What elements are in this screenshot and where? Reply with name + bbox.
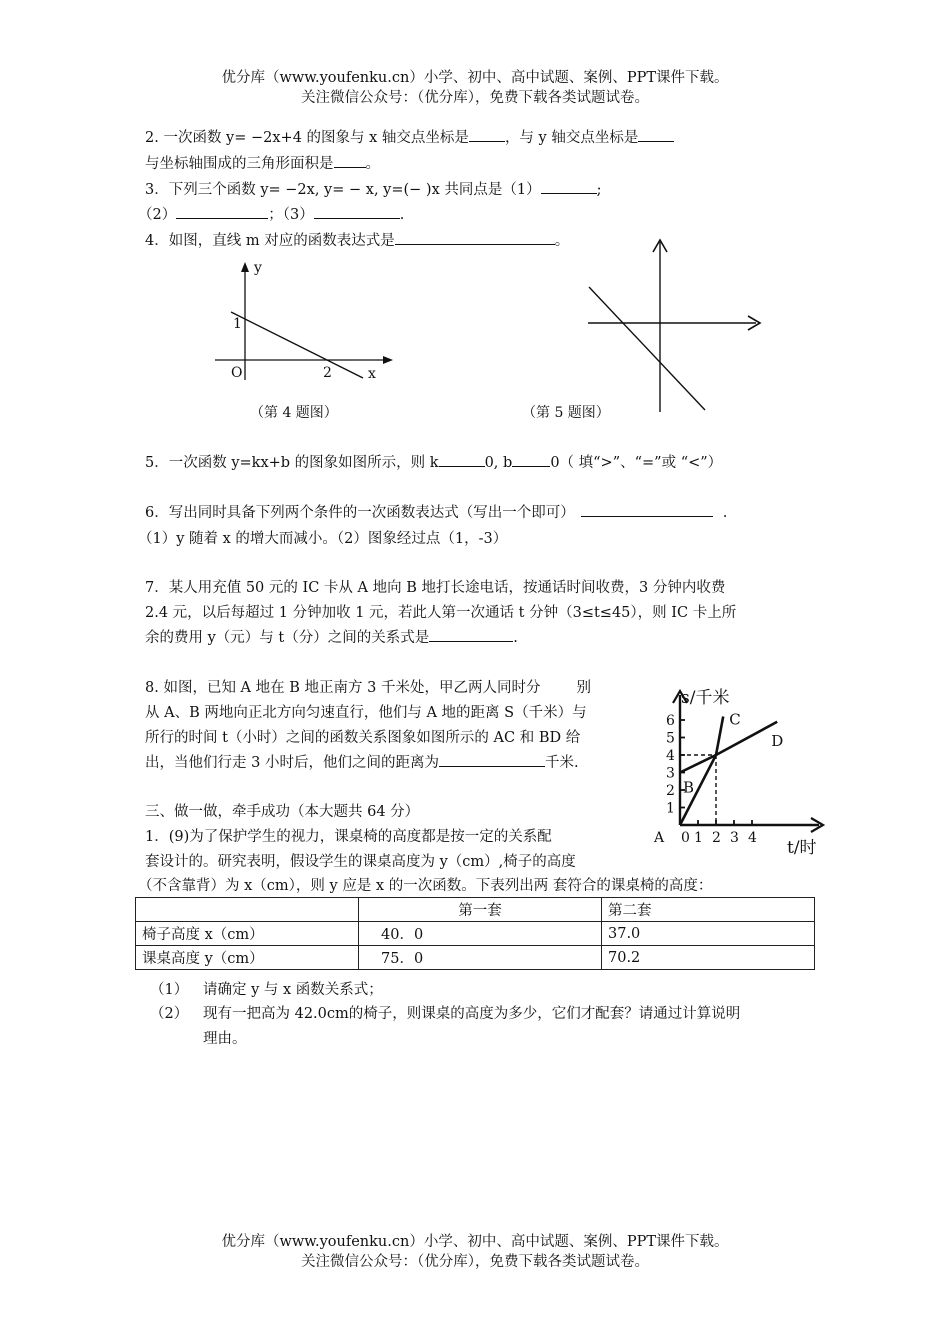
y-tick-label: 4 [666,748,675,764]
section-3-title: 三、做一做，牵手成功（本大题共 64 分） [145,804,420,820]
q3-blank-3[interactable] [314,204,400,219]
fig5-line [589,287,705,410]
q3-text-e: . [399,207,405,223]
y-tick-label: 5 [666,730,675,747]
table-row [136,922,815,946]
q6-text-a: 6．写出同时具备下列两个条件的一次函数表达式（写出一个即可） [145,505,575,521]
q2-text-d: 。 [365,156,380,172]
table-cell: 课桌高度 y（cm） [136,946,359,970]
x-tick-label: 0 [681,830,690,846]
y-tick-label: 2 [666,783,675,799]
chart-axes [673,691,823,832]
y-tick-label: 1 [666,800,675,817]
question-8-line-3: 所行的时间 t（小时）之间的函数关系图象如图所示的 AC 和 BD 给 [145,730,581,746]
y-tick-label: 6 [666,713,675,729]
q5-text-c: 0（ 填“>”、“=”或 “<”） [550,455,723,471]
q6-blank[interactable] [581,502,713,517]
fig4-tick-x-2: 2 [323,365,332,381]
q3-text-d: ；（3） [268,207,314,223]
fig4-x-label: x [368,366,376,382]
q3-text-a: 3．下列三个函数 y= −2x, y= − x, y=(− )x 共同点是（1） [145,182,541,198]
q3-text-b: ; [596,182,602,198]
x-tick-label: 2 [712,830,721,846]
table-cell: 椅子高度 x（cm） [136,922,359,946]
question-8-line-4 [145,751,579,772]
fig4-y-arrow-icon [241,262,249,272]
question-7-line-1: 7．某人用充值 50 元的 IC 卡从 A 地向 B 地打长途电话，按通话时间收费，3 分钟内收费 [145,580,726,596]
question-7-line-2: 2.4 元，以后每超过 1 分钟加收 1 元，若此人第一次通话 t 分钟（3≤t≤45），则 IC 卡上所 [145,605,737,621]
table-header-cell [136,898,359,922]
chart-series [680,717,777,826]
fig4-x-arrow-icon [383,356,393,364]
q5-text-a: 5．一次函数 y=kx+b 的图象如图所示，则 k [145,455,439,471]
y-tick-label: 3 [666,765,675,782]
question-7-line-3 [145,626,518,647]
figure-4-caption: （第 4 题图） [250,405,338,421]
q2-blank-3[interactable] [334,153,366,168]
origin-label-a: A [654,830,665,846]
q5-blank-1[interactable] [439,452,485,467]
q2-text-b: ，与 y 轴交点坐标是 [504,130,639,146]
q7-text-b: . [513,630,518,646]
figure-5-graph [578,232,768,417]
question-5-line [145,451,722,472]
q4-text-b: 。 [554,233,570,249]
series-line-bd [680,722,777,773]
table-cell: 37.0 [602,922,815,946]
question-6-conditions: （1）y 随着 x 的增大而减小。（2）图象经过点（1，-3） [138,531,508,547]
table-header-cell: 第二套 [602,898,815,922]
question-8-line-1 [145,676,591,697]
question-8-line-2: 从 A、B 两地向正北方向匀速直行，他们与 A 地的距离 S（千米）与 [145,705,587,721]
point-label-d: D [771,731,784,750]
point-label-c: C [729,710,741,729]
q8-blank[interactable] [439,752,545,767]
table-row [136,946,815,970]
subq-2-number: （2） [150,1006,189,1022]
header-line-1: 优分库（www.youfenku.cn）小学、初中、高中试题、案例、PPT课件下载。 [221,70,729,86]
q6-text-b: . [722,505,728,521]
x-tick-label: 3 [730,830,739,846]
subq-1-number: （1） [150,982,189,998]
fig4-y-label: y [254,260,262,276]
table-header-cell: 第一套 [359,898,602,922]
q8-text-d: 千米. [544,755,579,771]
footer-line-1: 优分库（www.youfenku.cn）小学、初中、高中试题、案例、PPT课件下载。 [221,1234,729,1250]
q4-text-a: 4．如图，直线 m 对应的函数表达式是 [145,233,395,249]
question-6-line-1 [145,501,727,522]
x-tick-label: 1 [694,830,703,846]
question-4-line [145,229,569,250]
y-axis-title: s/千米 [681,688,730,708]
q2-text-c: 与坐标轴围成的三角形面积是 [145,156,334,172]
q8-distance-time-chart [645,675,835,865]
x-axis-title: t/时 [787,838,817,858]
fig4-origin-label: O [231,365,243,381]
q2-blank-2[interactable] [638,127,674,142]
fig4-tick-y-1: 1 [233,316,242,332]
section-3-q1-line-1: 1．(9)为了保护学生的视力，课桌椅的高度都是按一定的关系配 [145,829,552,845]
subq-2-text-line-2: 理由。 [203,1031,247,1047]
desk-chair-table [135,897,815,970]
q3-text-c: （2） [138,207,177,223]
q8-text-a: 8. 如图，已知 A 地在 B 地正南方 3 千米处，甲乙两人同时分 [145,680,541,696]
table-cell: 75．0 [359,946,602,970]
point-label-b: B [683,778,695,797]
section-3-q1-line-2: 套设计的。研究表明，假设学生的课桌高度为 y（cm）,椅子的高度 [145,854,576,870]
question-2-line-2 [145,152,380,173]
table-cell: 70.2 [602,946,815,970]
question-3-line-2 [138,203,404,224]
q5-text-b: 0, b [484,455,513,471]
q4-blank[interactable] [395,230,555,245]
q8-text-c: 出，当他们行走 3 小时后，他们之间的距离为 [145,755,439,771]
fig4-line-m [231,312,363,378]
q2-text-a: 2. 一次函数 y= −2x+4 的图象与 x 轴交点坐标是 [145,130,469,146]
q5-blank-2[interactable] [512,452,550,467]
q3-blank-1[interactable] [541,179,597,194]
footer-line-2: 关注微信公众号：（优分库），免费下载各类试题试卷。 [301,1254,649,1270]
header-line-2: 关注微信公众号：（优分库），免费下载各类试题试卷。 [301,90,649,106]
question-3-line-1 [145,178,601,199]
x-tick-label: 4 [748,830,757,846]
figure-4-graph [205,250,405,390]
q7-blank[interactable] [429,627,513,642]
question-2-line-1 [145,126,674,147]
table-header-row [136,898,815,922]
q8-text-b: 别 [576,680,591,696]
figure-5-caption: （第 5 题图） [522,405,610,421]
section-3-q1-line-3: （不含靠背）为 x（cm），则 y 应是 x 的一次函数。下表列出两 套符合的课桌椅的高度： [138,878,713,894]
table-cell: 40．0 [359,922,602,946]
q7-text-a: 余的费用 y（元）与 t（分）之间的关系式是 [145,630,430,646]
subq-1-text: 请确定 y 与 x 函数关系式； [203,982,383,998]
subq-2-text-line-1: 现有一把高为 42.0cm的椅子，则课桌的高度为多少，它们才配套？请通过计算说明 [203,1006,741,1022]
q3-blank-2[interactable] [176,204,268,219]
q2-blank-1[interactable] [469,127,505,142]
